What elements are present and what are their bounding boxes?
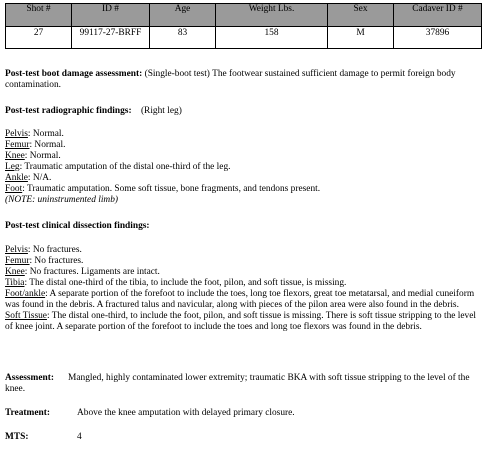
cell-cadaver-id: 37896 [394,27,482,49]
list-item: Knee: Normal. [5,151,61,161]
list-item: Pelvis: Normal. [5,129,64,139]
cell-id: 99117-27-BRFF [72,27,150,49]
list-item: Pelvis: No fractures. [5,245,82,255]
dissection-label: Post-test clinical dissection findings: [5,221,150,231]
assessment-label: Assessment: [5,373,54,383]
list-item: Foot/ankle: A separate portion of the forefoot to include the toes, long toe flexors, great toe metatarsal, and medial cuneiform was found in the debris. A fractured talus and navicular, along with pieces of the pilon area were also found in the debris. [5,289,475,310]
header-cadaver-id: Cadaver ID # [394,4,482,27]
dissection-list [5,245,481,333]
list-item: Femur: Normal. [5,140,66,150]
cell-sex: M [328,27,394,49]
list-item: Femur: No fractures. [5,256,84,266]
mts-value: 4 [77,432,82,442]
assessment-text: Mangled, highly contaminated lower extremity; traumatic BKA with soft tissue stripping to the level of the knee. [5,373,470,394]
list-item: Ankle: N/A. [5,173,52,183]
cell-weight: 158 [216,27,328,49]
table-row [6,27,482,49]
header-age: Age [150,4,216,27]
dissection-heading [5,221,481,232]
document-page [5,3,481,442]
list-item: Soft Tissue: The distal one-third, to include the foot, pilon, and soft tissue is missing. There is soft tissue stripping to the level of knee joint. A separate portion of the forefoot to include the toes and long toe flexors was found in the debris. [5,311,476,332]
treatment-text: Above the knee amputation with delayed primary closure. [77,408,295,418]
list-item: Knee: No fractures. Ligaments are intact. [5,267,160,277]
radiographic-label: Post-test radiographic findings: [5,106,132,116]
radiographic-side: (Right leg) [140,106,182,116]
treatment-label: Treatment: [5,408,50,418]
boot-damage-label: Post-test boot damage assessment: [5,69,143,79]
header-id: ID # [72,4,150,27]
cell-age: 83 [150,27,216,49]
uninstrumented-note: (NOTE: uninstrumented limb) [5,195,119,205]
radiographic-heading [5,106,481,117]
list-item: Leg: Traumatic amputation of the distal one-third of the leg. [5,162,231,172]
header-weight: Weight Lbs. [216,4,328,27]
assessment-section [5,373,481,395]
treatment-section [5,408,481,419]
boot-damage-section [5,69,481,91]
mts-section [5,432,481,443]
boot-damage-text: (Single-boot test) The footwear sustained sufficient damage to permit foreign body contamination. [5,69,456,90]
list-item: Foot: Traumatic amputation. Some soft tissue, bone fragments, and tendons present. [5,184,321,194]
mts-label: MTS: [5,432,29,442]
list-item: Tibia: The distal one-third of the tibia, to include the foot, pilon, and soft tissue, is missing. [5,278,347,288]
table-header-row [6,4,482,27]
cell-shot: 27 [6,27,72,49]
radiographic-list [5,129,481,206]
header-sex: Sex [328,4,394,27]
header-shot: Shot # [6,4,72,27]
specimen-table [5,3,482,49]
